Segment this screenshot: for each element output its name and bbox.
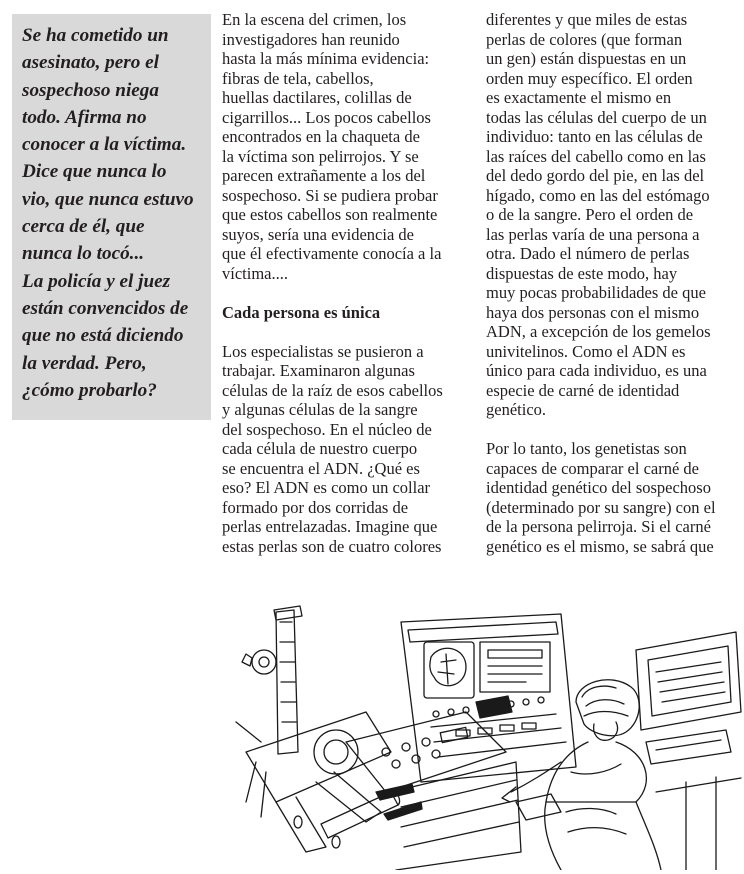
lab-scientist-microscope-icon: [216, 602, 744, 870]
column-1: [222, 10, 468, 556]
sidebar-callout: [12, 14, 211, 420]
column-2: [486, 10, 740, 556]
lab-illustration: [216, 602, 744, 870]
closing-paragraph: Por lo tanto, los genetistas son capaces de comparar el carné de identidad genético del sospechoso (determinado por su sangre) con el de la persona pelirroja. Si el carné genético es el mismo, se sabrá que: [486, 439, 716, 556]
intro-paragraph: En la escena del crimen, los investigadores han reunido hasta la más mínima evidencia: fibras de tela, cabellos, huellas dactilares, colillas de cigarrillos... Los pocos cabellos encontrados en la chaqueta de la víctima son pelirrojos. Y se parecen extrañamente a los del sospechoso. Si se pudiera probar que estos cabellos son realmente suyos, sería una evidencia de que él efectivamente conocía a la víctima....: [222, 10, 442, 283]
section-heading: Cada persona es única: [222, 302, 381, 322]
spacer: [486, 420, 740, 440]
spacer: [222, 322, 468, 342]
continued-paragraph: diferentes y que miles de estas perlas de colores (que forman un gen) están dispuestas en un orden muy específico. El orden es exactamente el mismo en todas las células del cuerpo de un individuo: tanto en las células de las raíces del cabello como en las del dedo gordo del pie, en las del hígado, como en las del estómago o de la sangre. Pero el orden de las perlas varía de una persona a otra. Dado el número de perlas dispuestas de este modo, hay muy pocas probabilidades de que haya dos personas con el mismo ADN, a excepción de los gemelos univitelinos. Como el ADN es único para cada individuo, es una especie de carné de identidad genético.: [486, 10, 711, 419]
body-paragraph: Los especialistas se pusieron a trabajar. Examinaron algunas células de la raíz de esos cabellos y algunas células de la sangre del sospechoso. En el núcleo de cada célula de nuestro cuerpo se encuentra el ADN. ¿Qué es eso? El ADN es como un collar formado por dos corridas de perlas entrelazadas. Imagine que estas perlas son de cuatro colores: [222, 341, 443, 556]
spacer: [222, 283, 468, 303]
callout-text: Se ha cometido un asesinato, pero el sospechoso niega todo. Afirma no conocer a la víctima. Dice que nunca lo vio, que nunca estuvo cerca de él, que nunca lo tocó... La policía y el juez están convencidos de que no está diciendo la verdad. Pero, ¿cómo probarlo?: [22, 25, 194, 401]
